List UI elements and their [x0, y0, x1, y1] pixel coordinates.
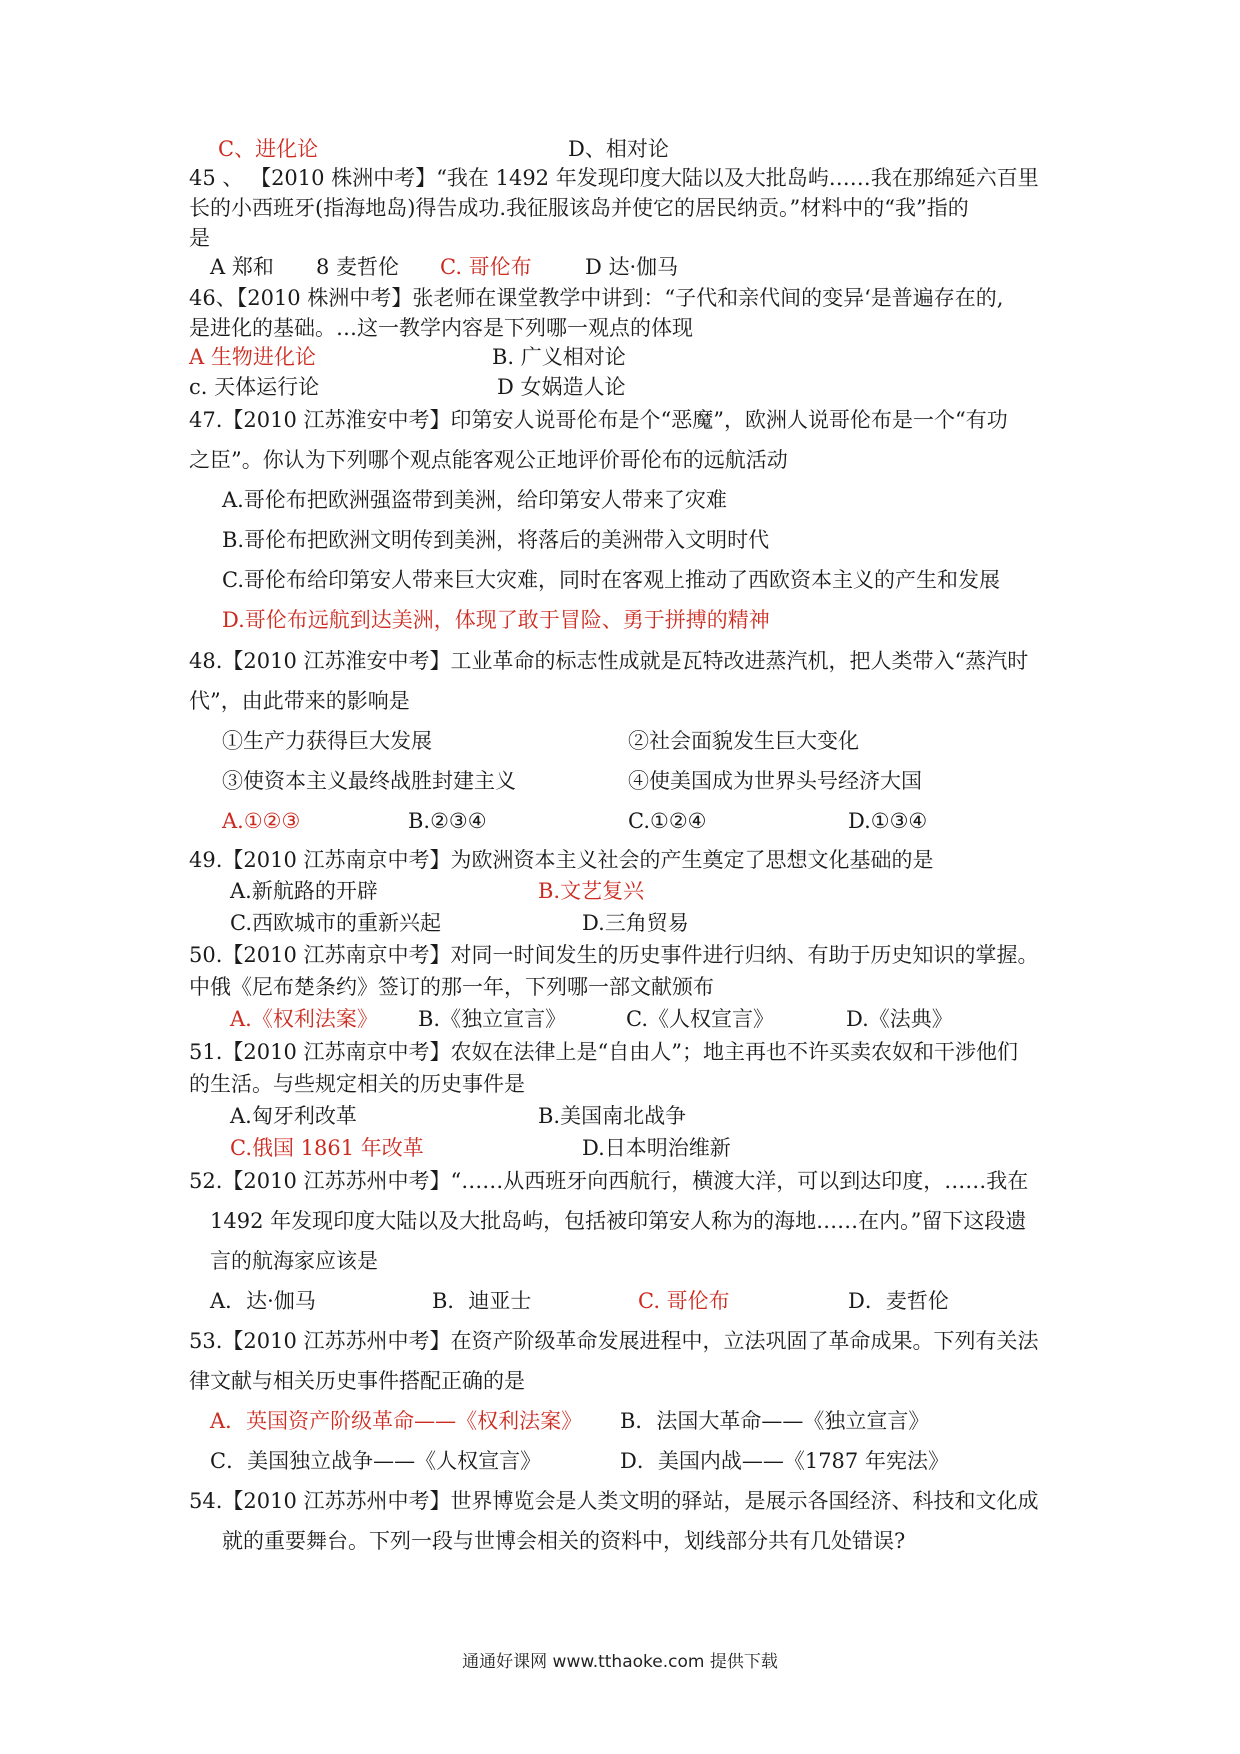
q50-option-b: B.《独立宣言》	[418, 1007, 567, 1031]
q45-stem-line-1: 45 、 【2010 株洲中考】“我在 1492 年发现印度大陆以及大批岛屿……我在那绵延六百里	[189, 166, 1039, 190]
q51-option-d: D.日本明治维新	[582, 1136, 731, 1160]
q45-option-b: 8 麦哲伦	[316, 255, 400, 279]
q50-option-a: A.《权利法案》	[230, 1007, 378, 1031]
q47-option-b: B.哥伦布把欧洲文明传到美洲，将落后的美洲带入文明时代	[222, 528, 770, 552]
q46-option-a: A 生物进化论	[189, 345, 316, 369]
q48-statement-4: ④使美国成为世界头号经济大国	[628, 769, 922, 793]
q51-stem-line-2: 的生活。与些规定相关的历史事件是	[189, 1072, 525, 1096]
q53-option-b: B．法国大革命——《独立宣言》	[620, 1409, 930, 1433]
q52-stem-line-2: 1492 年发现印度大陆以及大批岛屿，包括被印第安人称为的海地……在内。”留下这段遗	[210, 1209, 1027, 1233]
q52-option-b: B．迪亚士	[432, 1289, 532, 1313]
q53-stem-line-2: 律文献与相关历史事件搭配正确的是	[189, 1369, 525, 1393]
q48-option-b: B.②③④	[408, 809, 487, 833]
q51-option-b: B.美国南北战争	[538, 1104, 687, 1128]
q51-stem-line-1: 51.【2010 江苏南京中考】农奴在法律上是“自由人”；地主再也不许买卖农奴和干涉他们	[189, 1040, 1018, 1064]
q48-stem-line-1: 48.【2010 江苏淮安中考】工业革命的标志性成就是瓦特改进蒸汽机，把人类带入“蒸汽时	[189, 649, 1029, 673]
q50-option-d: D.《法典》	[846, 1007, 953, 1031]
q45-option-c: C. 哥伦布	[440, 255, 532, 279]
q52-stem-line-1: 52.【2010 江苏苏州中考】“……从西班牙向西航行，横渡大洋，可以到达印度，……我在	[189, 1169, 1029, 1193]
q46-option-d: D 女娲造人论	[497, 375, 626, 399]
q45-stem-line-2: 长的小西班牙(指海地岛)得告成功.我征服该岛并使它的居民纳贡。”材料中的“我”指的	[189, 196, 969, 220]
q46-option-c: c. 天体运行论	[189, 375, 320, 399]
q50-stem-line-1: 50.【2010 江苏南京中考】对同一时间发生的历史事件进行归纳、有助于历史知识的掌握。	[189, 943, 1039, 967]
q47-option-d: D.哥伦布远航到达美洲，体现了敢于冒险、勇于拼搏的精神	[222, 608, 770, 632]
q49-option-a: A.新航路的开辟	[230, 879, 378, 903]
q46-stem-line-2: 是进化的基础。…这一教学内容是下列哪一观点的体现	[189, 316, 693, 340]
q54-stem-line-1: 54.【2010 江苏苏州中考】世界博览会是人类文明的驿站，是展示各国经济、科技和文化成	[189, 1489, 1039, 1513]
q47-option-a: A.哥伦布把欧洲强盗带到美洲，给印第安人带来了灾难	[222, 488, 727, 512]
q52-option-c: C. 哥伦布	[638, 1289, 730, 1313]
q53-stem-line-1: 53.【2010 江苏苏州中考】在资产阶级革命发展进程中，立法巩固了革命成果。下列有关法	[189, 1329, 1039, 1353]
q53-option-a: A．英国资产阶级革命——《权利法案》	[210, 1409, 583, 1433]
q45-option-a: A 郑和	[210, 255, 274, 279]
q49-option-c: C.西欧城市的重新兴起	[230, 911, 441, 935]
page-footer: 通通好课网 www.tthaoke.com 提供下载	[462, 1652, 778, 1672]
q50-option-c: C.《人权宣言》	[626, 1007, 774, 1031]
q48-stem-line-2: 代”，由此带来的影响是	[189, 689, 410, 713]
q52-stem-line-3: 言的航海家应该是	[210, 1249, 378, 1273]
q51-option-a: A.匈牙利改革	[230, 1104, 357, 1128]
q47-stem-line-1: 47.【2010 江苏淮安中考】印第安人说哥伦布是个“恶魔”，欧洲人说哥伦布是一个“有功	[189, 408, 1008, 432]
q51-option-c: C.俄国 1861 年改革	[230, 1136, 424, 1160]
q53-option-d: D．美国内战——《1787 年宪法》	[620, 1449, 949, 1473]
q49-option-d: D.三角贸易	[582, 911, 689, 935]
q54-stem-line-2: 就的重要舞台。下列一段与世博会相关的资料中，划线部分共有几处错误?	[222, 1529, 906, 1553]
q44-option-c: C、进化论	[218, 137, 319, 161]
q48-option-c: C.①②④	[628, 809, 707, 833]
q50-stem-line-2: 中俄《尼布楚条约》签订的那一年，下列哪一部文献颁布	[189, 975, 714, 999]
q44-option-d: D、相对论	[568, 137, 669, 161]
q45-option-d: D 达·伽马	[585, 255, 679, 279]
q52-option-d: D．麦哲伦	[848, 1289, 949, 1313]
q53-option-c: C．美国独立战争——《人权宣言》	[210, 1449, 542, 1473]
q48-statement-1: ①生产力获得巨大发展	[222, 729, 432, 753]
q48-option-a: A.①②③	[222, 809, 301, 833]
q45-stem-line-3: 是	[189, 226, 210, 250]
q48-option-d: D.①③④	[848, 809, 928, 833]
q49-stem-line-1: 49.【2010 江苏南京中考】为欧洲资本主义社会的产生奠定了思想文化基础的是	[189, 848, 934, 872]
q52-option-a: A．达·伽马	[210, 1289, 316, 1313]
q48-statement-3: ③使资本主义最终战胜封建主义	[222, 769, 516, 793]
q47-stem-line-2: 之臣”。你认为下列哪个观点能客观公正地评价哥伦布的远航活动	[189, 448, 788, 472]
q48-statement-2: ②社会面貌发生巨大变化	[628, 729, 859, 753]
q46-option-b: B. 广义相对论	[492, 345, 626, 369]
q47-option-c: C.哥伦布给印第安人带来巨大灾难，同时在客观上推动了西欧资本主义的产生和发展	[222, 568, 1000, 592]
q46-stem-line-1: 46、【2010 株洲中考】张老师在课堂教学中讲到：“子代和亲代间的变异‘是普遍存在的,	[189, 286, 1004, 310]
q49-option-b: B.文艺复兴	[538, 879, 645, 903]
